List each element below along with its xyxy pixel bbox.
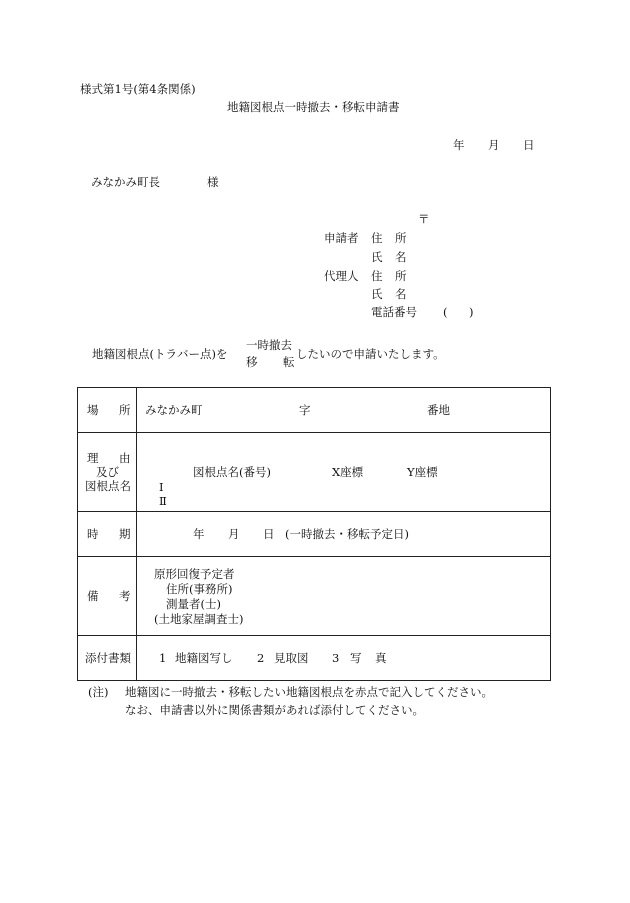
postal-mark: 〒	[418, 212, 430, 226]
row-reason	[78, 433, 551, 512]
date-month-label: 月	[488, 138, 500, 152]
place-town: みなかみ町	[145, 403, 203, 417]
benchmark-row-2: Ⅱ	[159, 494, 167, 508]
applicant-address-label-2: 所	[395, 231, 407, 245]
note-line-1: 地籍図に一時撤去・移転したい地籍図根点を赤点で記入してください。	[125, 685, 493, 699]
date-year-label: 年	[453, 138, 465, 152]
label-cell-reason	[78, 433, 137, 512]
label-cell-attachments	[78, 636, 137, 681]
value-cell-reason[interactable]	[137, 433, 551, 512]
agent-address-label-2: 所	[395, 269, 407, 283]
attachment-2-number: 2	[257, 651, 265, 665]
attachment-2-label: 見取図	[274, 651, 309, 665]
agent-name-label-2: 名	[395, 287, 407, 301]
declaration-option-removal: 一時撤去	[246, 338, 292, 352]
label-reason-3: 図根点名	[85, 479, 131, 493]
label-reason-1b: 由	[119, 451, 131, 465]
applicant-label: 申請者	[324, 231, 359, 245]
phone-paren-close: )	[469, 305, 474, 319]
phone-paren-open: (	[443, 305, 448, 319]
attachment-1-label: 地籍図写し	[175, 651, 233, 665]
date-day-label: 日	[523, 138, 535, 152]
note-prefix: (注)	[88, 685, 109, 699]
period-year: 年	[193, 527, 205, 541]
label-period-1: 時	[87, 527, 99, 541]
declaration-option-relocation-1: 移	[246, 355, 258, 369]
period-month: 月	[228, 527, 240, 541]
agent-name-label-1: 氏	[371, 287, 383, 301]
period-day: 日	[263, 527, 275, 541]
row-attachments	[78, 636, 551, 681]
label-remarks-2: 考	[119, 589, 131, 603]
row-period	[78, 512, 551, 557]
agent-address-label-1: 住	[371, 269, 383, 283]
document-title: 地籍図根点一時撤去・移転申請書	[227, 100, 400, 114]
remarks-line-1: 原形回復予定者	[154, 567, 235, 581]
value-cell-period[interactable]	[137, 512, 551, 557]
applicant-address-label-1: 住	[371, 231, 383, 245]
remarks-line-4: (土地家屋調査士)	[154, 612, 244, 626]
value-cell-place[interactable]	[137, 388, 551, 433]
label-reason-1a: 理	[87, 451, 99, 465]
form-number: 様式第1号(第4条関係)	[80, 82, 196, 96]
label-cell-period	[78, 512, 137, 557]
remarks-line-3: 測量者(士)	[166, 597, 221, 611]
period-note: (一時撤去・移転予定日)	[285, 527, 409, 541]
col-x-coordinate: X座標	[332, 465, 364, 479]
row-place	[78, 388, 551, 433]
declaration-option-relocation-2: 転	[283, 355, 295, 369]
row-remarks	[78, 557, 551, 636]
value-cell-attachments	[137, 636, 551, 681]
label-place-2: 所	[119, 403, 131, 417]
col-y-coordinate: Y座標	[407, 465, 438, 479]
attachment-3-number: 3	[332, 651, 340, 665]
value-cell-remarks[interactable]	[137, 557, 551, 636]
col-benchmark-name: 図根点名(番号)	[193, 465, 271, 479]
place-banchi: 番地	[427, 403, 450, 417]
label-period-2: 期	[119, 527, 131, 541]
applicant-name-label-1: 氏	[371, 250, 383, 264]
applicant-name-label-2: 名	[395, 250, 407, 264]
declaration-after: したいので申請いたします。	[296, 347, 445, 361]
addressee: みなかみ町長	[91, 175, 160, 189]
label-attachments: 添付書類	[85, 651, 131, 665]
declaration-before: 地籍図根点(トラバー点)を	[92, 347, 228, 361]
label-reason-2: 及び	[96, 465, 119, 479]
remarks-line-2: 住所(事務所)	[166, 582, 233, 596]
agent-label: 代理人	[324, 269, 359, 283]
note-line-2: なお、申請書以外に関係書類があれば添付してください。	[125, 703, 424, 717]
addressee-suffix: 様	[207, 175, 219, 189]
attachment-1-number: 1	[159, 651, 167, 665]
place-aza: 字	[299, 403, 311, 417]
attachment-3-label-1: 写	[350, 651, 362, 665]
phone-label: 電話番号	[371, 305, 417, 319]
attachment-3-label-2: 真	[375, 651, 387, 665]
application-table	[77, 387, 551, 681]
label-cell-place	[78, 388, 137, 433]
label-remarks-1: 備	[87, 589, 99, 603]
label-cell-remarks	[78, 557, 137, 636]
label-place-1: 場	[87, 403, 99, 417]
benchmark-row-1: Ⅰ	[159, 480, 164, 494]
